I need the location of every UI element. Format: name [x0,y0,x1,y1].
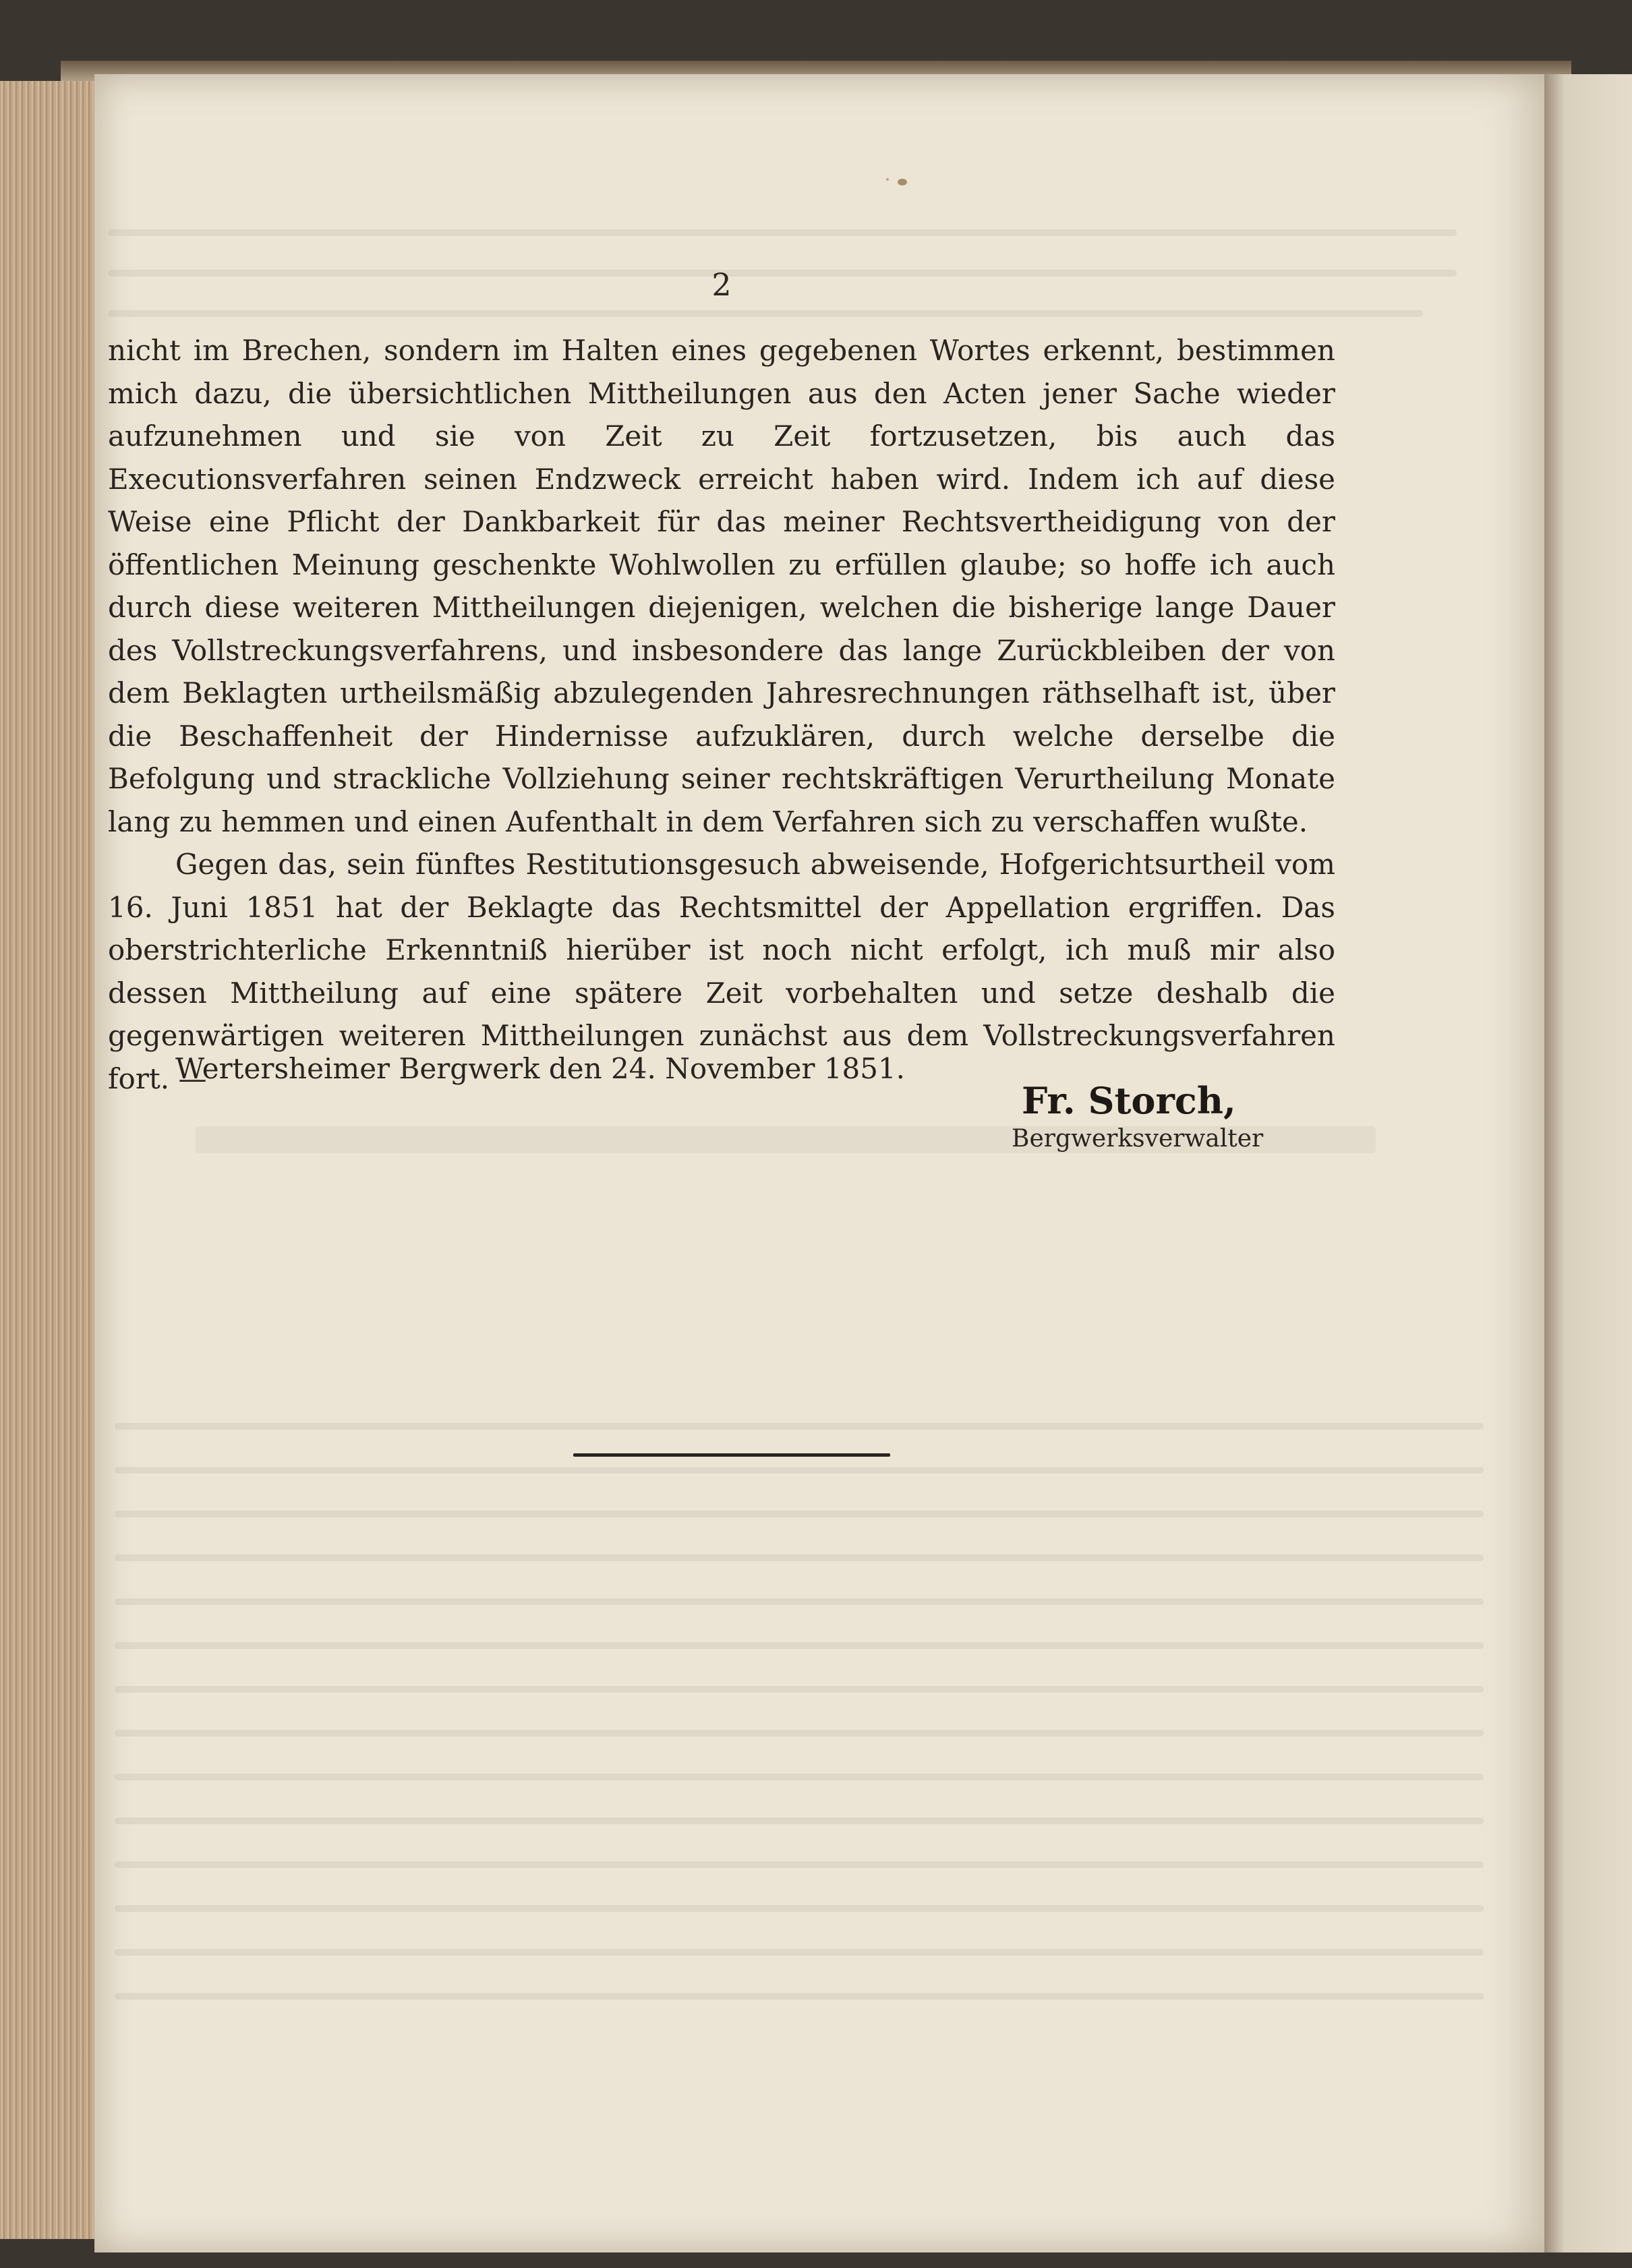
signature-name: Fr. Storch, [1022,1079,1236,1122]
page-number: 2 [711,266,732,303]
closing-rule [573,1453,890,1457]
paragraph: nicht im Brechen, sondern im Halten eines gegebenen Wortes erkennt, bestimmen mich dazu, die übersichtlichen Mittheilungen aus den Acten jener Sache wieder aufzunehmen und sie von Zeit zu Zeit fortzusetzen, bis auch das Executionsverfahren seinen Endzweck erreicht haben wird. Indem ich auf diese Weise eine Pflicht der Dankbarkeit für das meiner Rechtsvertheidigung von der öffentlichen Meinung geschenkte Wohlwollen zu erfüllen glaube; so hoffe ich auch durch diese weiteren Mittheilungen diejenigen, welchen die bisherige lange Dauer des Vollstreckungsverfahrens, und insbesondere das lange Zurückbleiben der von dem Beklagten urtheilsmäßig abzulegenden Jahresrechnungen räthselhaft ist, über die Beschaffenheit der Hindernisse aufzuklären, durch welche derselbe die Befolgung und strackliche Vollziehung seiner rechtskräftigen Verurtheilung Monate lang zu hemmen und einen Aufenthalt in dem Verfahren sich zu verschaffen wußte. [108,334,1335,838]
facing-page-edge [1544,74,1632,2252]
signature-role: Bergwerksverwalter [1012,1125,1264,1153]
book-page-edges [0,81,101,2239]
paper-stain-icon [883,175,910,189]
place-date-line: Wertersheimer Bergwerk den 24. November 1851. [175,1052,905,1085]
paragraph: Gegen das, sein fünftes Restitutionsgesuch abweisende, Hofgerichtsurtheil vom 16. Juni 1851 hat der Beklagte das Rechtsmittel der Appellation ergriffen. Das oberstrichterliche Erkenntniß hierüber ist noch nicht erfolgt, ich muß mir also dessen Mittheilung auf eine spätere Zeit vorbehalten und setze deshalb die gegenwärtigen weiteren Mittheilungen zunächst aus dem Vollstreckungsverfahren fort. — [108,848,1335,1095]
body-text [108,329,1335,1100]
